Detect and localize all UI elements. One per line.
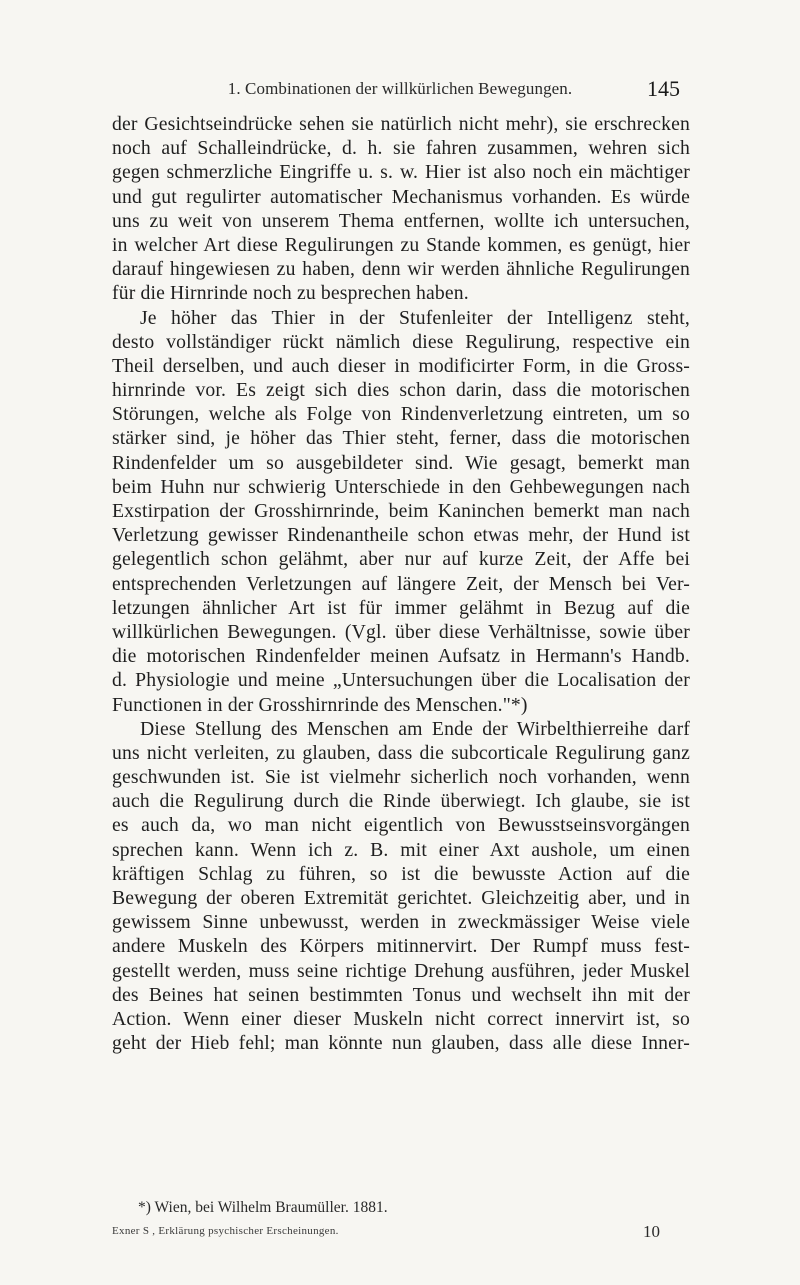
text-line: Bewegung der oberen Extremität gerichtet. Gleichzeitig aber, und in [112,887,690,909]
text-line: Störungen, welche als Folge von Rindenverletzung eintreten, um so [112,403,690,426]
running-title: 1. Combinationen der willkürlichen Bewegungen. [227,79,573,98]
text-line: Exstirpation der Grosshirnrinde, beim Kaninchen bemerkt man nach [112,500,690,522]
text-line: stärker sind, je höher das Thier steht, ferner, dass die motorischen [112,427,690,450]
page-number: 145 [647,76,680,101]
text-line: uns nicht verleiten, zu glauben, dass die subcorticale Regulirung ganz [112,741,690,764]
text-line: es auch da, wo man nicht eigentlich von Bewusstseinsvorgängen [112,814,690,837]
text-line: Diese Stellung des Menschen am Ende der Wirbelthierreihe darf [140,717,690,740]
footnote: *) Wien, bei Wilhelm Braumüller. 1881. [138,1199,388,1216]
text-line: für die Hirnrinde noch zu besprechen haben. [112,282,469,305]
text-line: die motorischen Rindenfelder meinen Aufsatz in Hermann's Handb. [112,645,690,668]
text-line: geht der Hieb fehl; man könnte nun glauben, dass alle diese Inner- [112,1032,690,1055]
text-line: des Beines hat seinen bestimmten Tonus und wechselt ihn mit der [112,983,690,1006]
text-line: andere Muskeln des Körpers mitinnervirt. Der Rumpf muss fest- [112,935,690,958]
text-line: beim Huhn nur schwierig Unterschiede in den Gehbewegungen nach [112,475,690,498]
signature-text: Exner S , Erklärung psychischer Erscheinungen. [112,1225,339,1237]
body-text [112,112,690,1055]
text-line: letzungen ähnlicher Art ist für immer gelähmt in Bezug auf die [112,596,690,619]
text-line: Rindenfelder um so ausgebildeter sind. Wie gesagt, bemerkt man [112,451,690,474]
text-line: desto vollständiger rückt nämlich diese Regulirung, respective ein [112,330,690,353]
text-line: kräftigen Schlag zu führen, so ist die bewusste Action auf die [112,862,690,885]
text-line: willkürlichen Bewegungen. (Vgl. über diese Verhältnisse, sowie über [112,620,690,643]
running-head [120,76,680,102]
text-line: Functionen in der Grosshirnrinde des Menschen."*) [112,693,528,716]
text-line: gegen schmerzliche Eingriffe u. s. w. Hier ist also noch ein mächtiger [112,161,690,184]
text-line: gewissem Sinne unbewusst, werden in zweckmässiger Weise viele [112,911,690,934]
text-line: Theil derselben, und auch dieser in modificirter Form, in die Gross- [112,354,690,377]
text-line: gelegentlich schon gelähmt, aber nur auf kurze Zeit, der Affe bei [112,548,690,571]
text-line: noch auf Schalleindrücke, d. h. sie fahren zusammen, wehren sich [112,137,690,160]
text-line: geschwunden ist. Sie ist vielmehr sicherlich noch vorhanden, wenn [112,766,690,789]
text-line: Verletzung gewisser Rindenantheile schon etwas mehr, der Hund ist [112,524,690,547]
text-line: gestellt werden, muss seine richtige Drehung ausführen, jeder Muskel [112,959,690,982]
text-line: in welcher Art diese Regulirungen zu Stande kommen, es genügt, hier [112,233,690,256]
text-line: hirnrinde vor. Es zeigt sich dies schon darin, dass die motorischen [112,379,690,402]
text-line: Je höher das Thier in der Stufenleiter der Intelligenz steht, [140,306,690,329]
text-line: uns zu weit von unserem Thema entfernen, wollte ich untersuchen, [112,209,690,232]
sheet-number: 10 [643,1222,660,1241]
text-line: entsprechenden Verletzungen auf längere Zeit, der Mensch bei Ver- [112,572,690,595]
text-line: auch die Regulirung durch die Rinde überwiegt. Ich glaube, sie ist [112,790,690,813]
text-line: darauf hingewiesen zu haben, denn wir werden ähnliche Regulirungen [112,258,690,281]
text-line: Action. Wenn einer dieser Muskeln nicht correct innervirt ist, so [112,1007,690,1030]
text-line: der Gesichtseindrücke sehen sie natürlich nicht mehr), sie erschrecken [112,113,690,135]
text-line: d. Physiologie und meine „Untersuchungen über die Localisation der [112,669,690,692]
text-line: sprechen kann. Wenn ich z. B. mit einer Axt aushole, um einen [112,838,690,861]
printer-signature [112,1222,680,1244]
text-line: und gut regulirter automatischer Mechanismus vorhanden. Es würde [112,185,690,208]
